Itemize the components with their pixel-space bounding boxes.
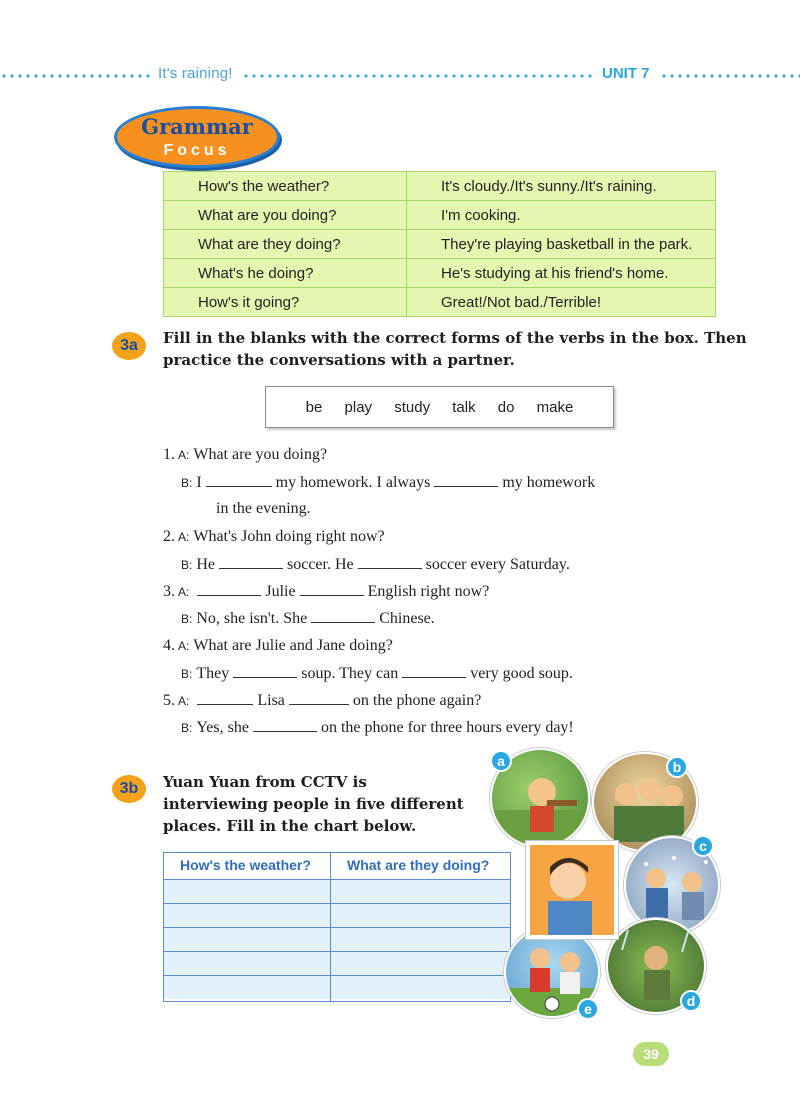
instruction-line: Fill in the blanks with the correct forms of the verbs in the box. Then [163,329,747,347]
exercise-line: 3. A: Julie English right now? [163,583,490,600]
instruction-line: Yuan Yuan from CCTV is [163,773,367,791]
lesson-title: It's raining! [158,65,233,82]
answer-blank[interactable] [197,691,253,705]
table-row [164,230,716,259]
instruction-line: practice the conversations with a partner. [163,351,515,369]
word-box [265,386,614,428]
header-dots-middle [242,74,596,78]
picture-label-b: b [666,756,688,778]
weather-activity-chart [163,852,511,1002]
section-3a-instruction [163,327,747,371]
picture-label-a: a [490,750,512,772]
page-header [0,64,800,86]
answer-cell: They're playing basketball in the park. [407,230,716,259]
chart-header-weather: How's the weather? [180,857,311,873]
chart-row[interactable] [164,927,510,951]
table-row [164,201,716,230]
reporter-picture [526,841,618,939]
instruction-line: places. Fill in the chart below. [163,817,417,835]
answer-blank[interactable] [253,718,317,732]
answer-blank[interactable] [434,473,498,487]
exercise-line: 1. A: What are you doing? [163,446,328,463]
picture-label-d: d [680,990,702,1012]
answer-cell: He's studying at his friend's home. [407,259,716,288]
section-3b-icon: 3b [112,775,146,803]
header-dots-left [0,74,152,78]
unit-label: UNIT 7 [602,65,650,82]
answer-cell: I'm cooking. [407,201,716,230]
word-item: make [536,399,574,416]
exercise-line: B: He soccer. He soccer every Saturday. [181,556,570,573]
table-row [164,288,716,317]
answer-cell: Great!/Not bad./Terrible! [407,288,716,317]
question-cell: What's he doing? [164,259,407,288]
word-item: do [497,399,515,416]
answer-cell: It's cloudy./It's sunny./It's raining. [407,172,716,201]
exercise-line: 2. A: What's John doing right now? [163,528,385,545]
answer-blank[interactable] [311,609,375,623]
chart-divider [330,853,331,1001]
picture-label-c: c [692,835,714,857]
exercise-line: B: They soup. They can very good soup. [181,665,573,682]
badge-title: Grammar [141,114,253,139]
badge-subtitle: Focus [163,142,231,159]
word-item: study [394,399,431,416]
exercise-line: in the evening. [216,500,311,517]
grammar-table [163,171,716,317]
chart-header-activity: What are they doing? [347,857,490,873]
word-item: play [344,399,373,416]
chart-row[interactable] [164,975,510,999]
answer-blank[interactable] [358,555,422,569]
exercise-line: B: Yes, she on the phone for three hours every day! [181,719,574,736]
answer-blank[interactable] [402,664,466,678]
chart-row[interactable] [164,903,510,927]
question-cell: How's the weather? [164,172,407,201]
header-dots-right [660,74,800,78]
answer-blank[interactable] [219,555,283,569]
picture-label-e: e [577,998,599,1020]
exercise-line: B: No, she isn't. She Chinese. [181,610,435,627]
question-cell: What are you doing? [164,201,407,230]
section-3a-icon: 3a [112,332,146,360]
question-cell: How's it going? [164,288,407,317]
exercise-line: 5. A: Lisa on the phone again? [163,692,482,709]
chart-row[interactable] [164,879,510,903]
grammar-focus-badge [114,106,280,168]
question-cell: What are they doing? [164,230,407,259]
exercise-line: 4. A: What are Julie and Jane doing? [163,637,393,654]
exercise-line: B: I my homework. I always my homework [181,474,596,491]
answer-blank[interactable] [197,582,261,596]
table-row [164,172,716,201]
word-item: talk [452,399,476,416]
answer-blank[interactable] [289,691,349,705]
chart-row[interactable] [164,951,510,975]
instruction-line: interviewing people in five different [163,795,464,813]
section-3b-instruction [163,771,464,837]
answer-blank[interactable] [233,664,297,678]
word-item: be [305,399,323,416]
table-row [164,259,716,288]
answer-blank[interactable] [300,582,364,596]
reporter-icon [530,845,614,935]
chart-header [164,853,510,879]
answer-blank[interactable] [206,473,272,487]
page-number: 39 [633,1042,669,1066]
